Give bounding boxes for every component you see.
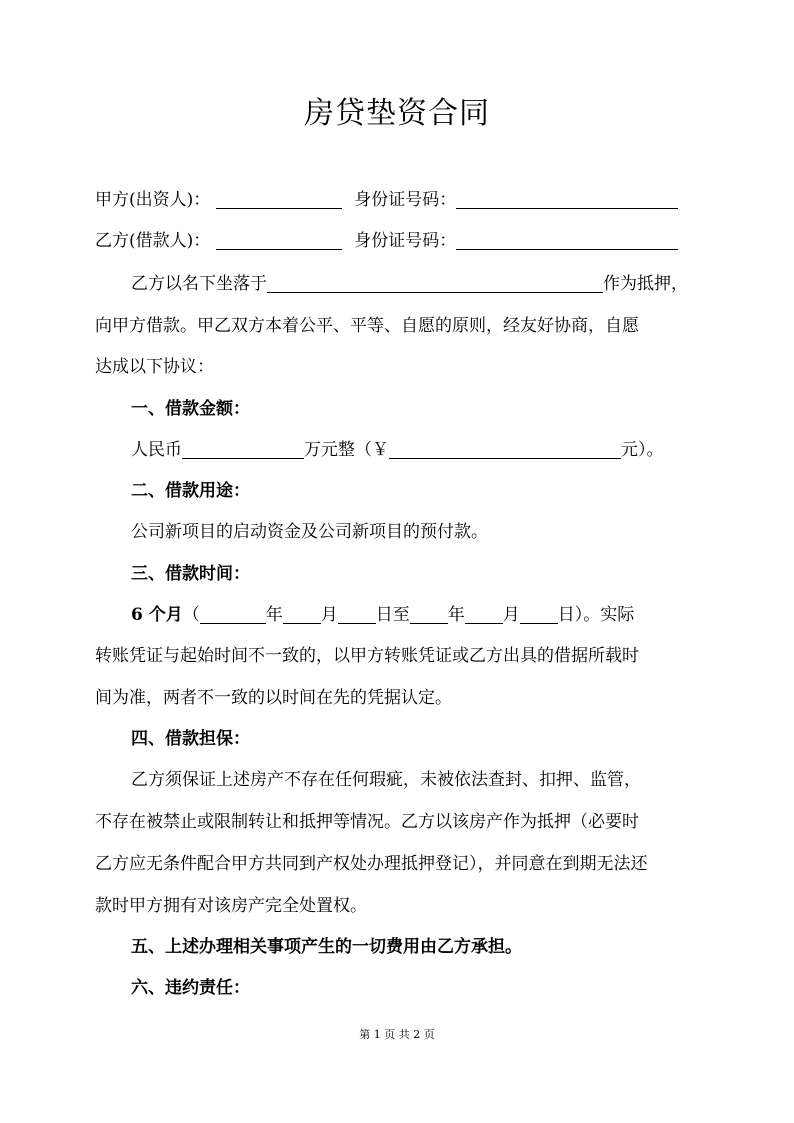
party-b-line: [95, 227, 707, 255]
party-b-id-label: 身份证号码：: [354, 231, 457, 251]
party-a-name-blank: [216, 190, 342, 209]
start-day-blank: [338, 605, 376, 624]
day-to-label: 日至: [375, 605, 410, 625]
amount-mid: 万元整（￥: [304, 440, 389, 460]
loan-amount-line: [131, 436, 707, 464]
end-year-label: 年: [447, 605, 465, 625]
property-address-blank: [267, 274, 603, 293]
party-b-name-blank: [216, 231, 342, 250]
intro-line-3: 达成以下协议：: [95, 357, 214, 377]
period-line-2: 转账凭证与起始时间不一致的，以甲方转账凭证或乙方出具的借据所载时: [95, 646, 639, 666]
intro-line-2: 向甲方借款。甲乙双方本着公平、平等、自愿的原则，经友好协商，自愿: [95, 316, 639, 336]
guarantee-line-2: 不存在被禁止或限制转让和抵押等情况。乙方以该房产作为抵押（必要时: [95, 812, 639, 832]
guarantee-line-3: 乙方应无条件配合甲方共同到产权处办理抵押登记），并同意在到期无法还: [95, 854, 648, 874]
section-2-heading: 二、借款用途：: [131, 481, 250, 501]
guarantee-line-1: 乙方须保证上述房产不存在任何瑕疵，未被依法查封、扣押、监管，: [131, 770, 641, 790]
end-year-blank: [410, 605, 448, 624]
loan-duration: 6 个月: [131, 605, 183, 625]
loan-period-line: [131, 601, 707, 629]
amount-suffix: 元）。: [621, 440, 664, 460]
period-line-3: 间为准，两者不一致的以时间在先的凭据认定。: [95, 688, 452, 708]
loan-purpose-text: 公司新项目的启动资金及公司新项目的预付款。: [131, 522, 488, 542]
section-4-heading: 四、借款担保：: [131, 729, 250, 749]
start-year-blank: [200, 605, 266, 624]
end-month-label: 月: [502, 605, 520, 625]
party-b-id-blank: [456, 231, 678, 250]
party-a-id-blank: [456, 190, 678, 209]
section-1-heading: 一、借款金额：: [131, 399, 250, 419]
page-number-footer: 第 1 页 共 2 页: [359, 1028, 435, 1041]
intro-start: 乙方以名下坐落于: [131, 274, 267, 294]
amount-number-blank: [389, 440, 621, 459]
start-month-label: 月: [320, 605, 338, 625]
party-b-label: 乙方(借款人)：: [95, 231, 211, 251]
intro-line-1: [131, 270, 707, 298]
period-close: 日）。实际: [557, 605, 635, 625]
start-month-blank: [283, 605, 321, 624]
section-5-heading: 五、上述办理相关事项产生的一切费用由乙方承担。: [131, 937, 522, 957]
section-3-heading: 三、借款时间：: [131, 564, 250, 584]
open-paren: （: [182, 605, 200, 625]
document-title: 房贷垫资合同: [304, 96, 490, 131]
amount-prefix: 人民币: [131, 440, 182, 460]
amount-words-blank: [182, 440, 304, 459]
end-month-blank: [465, 605, 503, 624]
end-day-blank: [520, 605, 558, 624]
section-6-heading: 六、违约责任：: [131, 978, 250, 998]
party-a-id-label: 身份证号码：: [354, 190, 457, 210]
guarantee-line-4: 款时甲方拥有对该房产完全处置权。: [95, 896, 367, 916]
party-a-label: 甲方(出资人)：: [95, 190, 211, 210]
party-a-line: [95, 186, 707, 214]
intro-end: 作为抵押，: [603, 274, 688, 294]
start-year-label: 年: [265, 605, 283, 625]
